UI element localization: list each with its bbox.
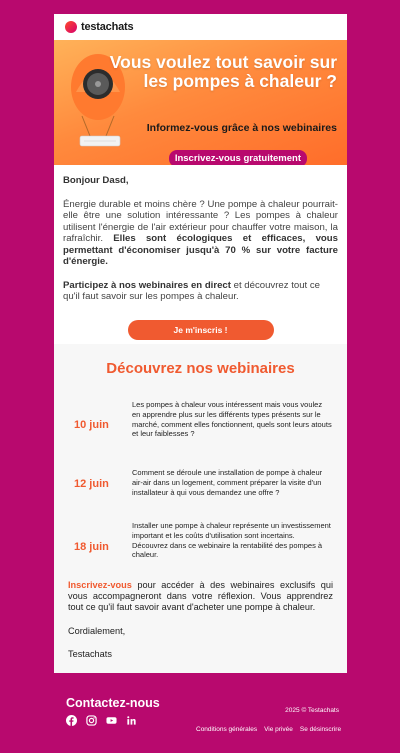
instagram-icon[interactable]: [86, 715, 97, 726]
webinars-title: Découvrez nos webinaires: [106, 360, 295, 377]
webinar-date: 18 juin: [74, 541, 109, 553]
register-button[interactable]: Je m'inscris !: [128, 320, 274, 340]
intro-section: [54, 165, 347, 340]
webinar-paragraph-text: et découvrez tout ce qu'il faut savoir sur les pompes à chaleur.: [63, 279, 321, 302]
closing-text: pour accéder à des webinaires exclusifs qui vous accompagneront dans votre réflexion. Vous apprendrez tout ce qu'il faut savoir avant d'acheter une pompe à chaleur.: [68, 580, 333, 613]
linkedin-icon[interactable]: [126, 715, 137, 726]
intro-paragraph: [63, 199, 338, 268]
webinar-description: Installer une pompe à chaleur représente un investissement important et les coûts d'utilisation sont incertains. Découvrez dans ce webinaire la rentabilité des pompes à chaleur.: [132, 521, 331, 560]
closing-paragraph: [68, 580, 333, 614]
testachats-logo-icon: [65, 21, 77, 33]
webinar-date: 10 juin: [74, 419, 109, 431]
contact-title: Contactez-nous: [66, 696, 160, 710]
footer-links: [196, 726, 341, 733]
intro-paragraph-text: Énergie durable et moins chère ? Une pompe à chaleur pourrait-elle être une solution intéressante ? Les pompes à chaleur utilisent l'énergie de l'air extérieur pour chauffer votre maison, la rafraîchir.: [63, 198, 338, 244]
webinars-section: [54, 344, 347, 673]
cta-wrapper: [63, 320, 338, 340]
hero-subtitle: Informez-vous grâce à nos webinaires: [146, 122, 337, 134]
webinar-paragraph: [63, 280, 338, 303]
social-links: [66, 715, 137, 726]
hero-signup-button[interactable]: Inscrivez-vous gratuitement: [169, 150, 307, 165]
signup-link[interactable]: Inscrivez-vous: [68, 580, 132, 590]
copyright: 2025 © Testachats: [285, 707, 339, 714]
youtube-icon[interactable]: [106, 715, 117, 726]
footer-link-terms[interactable]: Conditions générales: [196, 726, 258, 733]
brand-name: testachats: [81, 21, 134, 33]
webinar-paragraph-bold: Participez à nos webinaires en direct: [63, 279, 231, 291]
regards: Cordialement,: [68, 625, 126, 636]
greeting: Bonjour Dasd,: [63, 175, 129, 186]
facebook-icon[interactable]: [66, 715, 77, 726]
closing-section: [68, 580, 333, 660]
webinar-description: Comment se déroule une installation de pompe à chaleur air-air dans un logement, comment préparer la visite d'un installateur à qui vous demandez une offre ?: [132, 468, 323, 497]
signature: Testachats: [68, 648, 112, 659]
webinar-date: 12 juin: [74, 478, 109, 490]
email-card: [54, 14, 347, 673]
intro-paragraph-bold: Elles sont écologiques et efficaces, vous permettant d'économiser jusqu'à 70 % sur votre facture d'énergie.: [63, 233, 338, 267]
webinar-description: Les pompes à chaleur vous intéressent mais vous voulez en apprendre plus sur les différents types présents sur le marché, comment elles fonctionnent, quels sont leurs atouts et leur faiblesses ?: [132, 400, 332, 439]
footer-link-privacy[interactable]: Vie privée: [264, 726, 293, 733]
hero-title: Vous voulez tout savoir sur les pompes à chaleur ?: [109, 52, 337, 91]
footer-link-unsubscribe[interactable]: Se désinscrire: [299, 726, 342, 733]
hero-banner[interactable]: [54, 40, 347, 165]
logo-bar: [54, 14, 347, 40]
